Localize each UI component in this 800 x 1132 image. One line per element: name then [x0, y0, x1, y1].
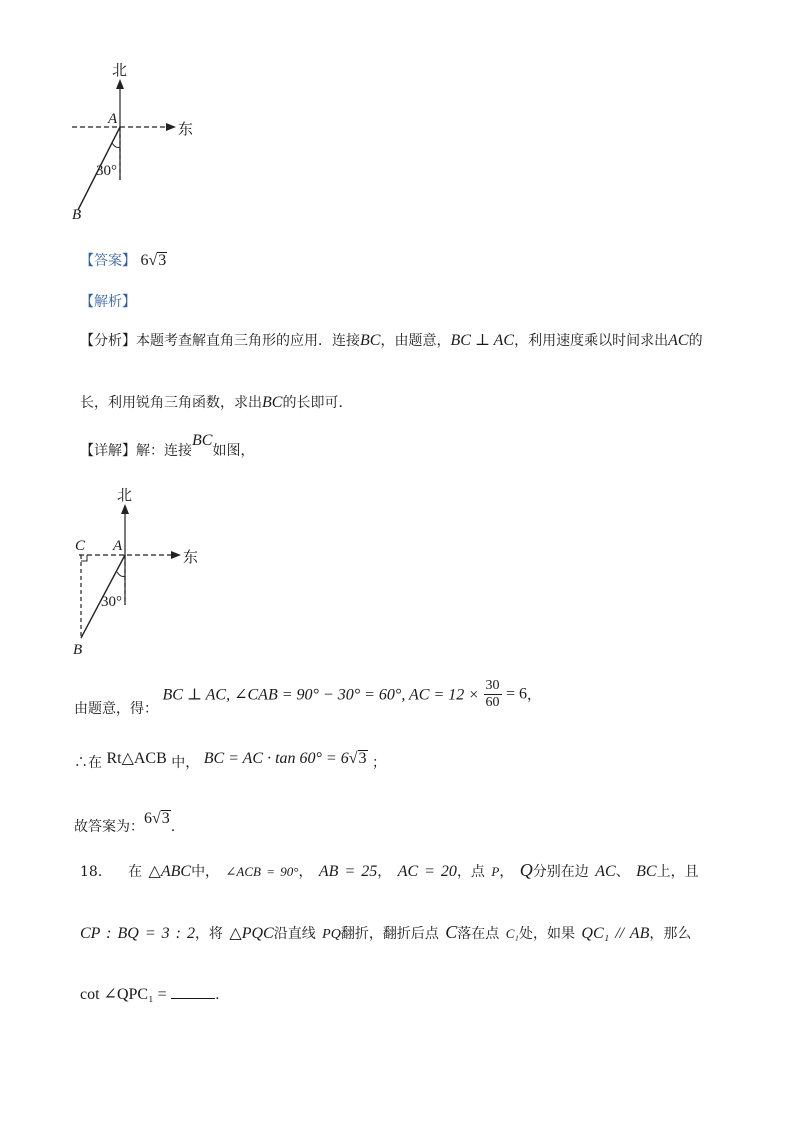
q18-triangle-abc: △ABC — [148, 863, 192, 880]
analysis-line-2 — [80, 392, 352, 412]
q18-text-11: 处，如果 — [518, 926, 575, 942]
eq2-end: ； — [371, 755, 386, 771]
direction-diagram-1 — [60, 55, 240, 230]
q18-text-8: 沿直线 — [273, 926, 316, 942]
q18-text-10: 落在点 — [457, 926, 500, 942]
eq3-lead: 故答案为： — [74, 819, 144, 835]
east-arrow-icon — [166, 123, 176, 131]
angle-label: 30° — [96, 163, 117, 179]
point-b-label: B — [72, 207, 82, 223]
therefore-symbol: ∴ — [74, 755, 88, 771]
eq1-end: ， — [527, 687, 541, 704]
eq2-in: 在 — [88, 755, 102, 771]
q18-point-p: P — [491, 864, 500, 879]
q18-parallel: QC₁ // AB — [581, 925, 650, 942]
eq1-expr: BC ⊥ AC, ∠CAB = 90° − 30° = 60°, AC = 12 × — [162, 686, 480, 704]
q18-angle-acb: ∠ACB = 90° — [225, 864, 299, 879]
q18-text-3: ，点 — [456, 864, 485, 880]
q18-text-4: 分别在边 — [532, 864, 589, 880]
north-arrow-icon — [116, 79, 124, 89]
q18-cot-expression: cot ∠QPC₁ = — [80, 986, 167, 1003]
east-arrow-icon — [171, 551, 181, 559]
answer-line: 【答案】 6√3 — [80, 252, 167, 269]
q18-point-c1: C₁ — [505, 926, 519, 941]
q18-ratio: CP : BQ = 3 : 2 — [80, 925, 195, 942]
analysis-text-4: 的 — [688, 333, 703, 349]
analysis-bc: BC — [360, 332, 381, 349]
detail-text-2: 如图， — [212, 443, 255, 459]
eq2-triangle: Rt△ACB — [106, 750, 167, 767]
equation-3: 故答案为：6√3. — [74, 810, 176, 835]
answer-blank[interactable] — [171, 984, 215, 999]
north-label: 北 — [112, 61, 128, 79]
direction-diagram-2 — [65, 480, 255, 665]
detail-tag: 【详解】 — [80, 443, 136, 459]
detail-text-1: 解：连接 — [136, 443, 192, 459]
analysis-text-1: 本题考查解直角三角形的应用．连接 — [136, 333, 360, 349]
analysis-text-5: 长，利用锐角三角函数，求出 — [80, 395, 262, 411]
q18-ac-side: AC — [595, 863, 616, 880]
q18-text-1: 在 — [128, 864, 143, 880]
analysis-text-3: ，利用速度乘以时间求出 — [514, 333, 669, 349]
figure-1 — [60, 55, 240, 230]
analysis-sub-tag: 【分析】 — [80, 333, 136, 349]
eq3-end: . — [170, 819, 176, 835]
q18-comma-1: ， — [298, 864, 313, 880]
detail-line — [80, 432, 255, 460]
angle-label: 30° — [101, 594, 122, 610]
east-label: 东 — [183, 548, 199, 566]
equation-2: ∴在 Rt△ACB 中， BC = AC · tan 60° = 6√3 ； — [74, 750, 386, 771]
q18-end: . — [215, 987, 220, 1003]
eq1-lead: 由题意，得： — [74, 700, 158, 717]
eq2-radicand: 3 — [358, 750, 367, 767]
q18-text-6: 上，且 — [656, 864, 699, 880]
q18-point-c: C — [445, 922, 458, 942]
analysis-perp: BC ⊥ AC — [450, 332, 515, 349]
eq2-mid: 中， — [171, 755, 200, 771]
detail-bc: BC — [192, 432, 213, 449]
answer-tag: 【答案】 — [80, 253, 136, 269]
east-label: 东 — [178, 120, 194, 138]
north-arrow-icon — [121, 504, 129, 514]
analysis-tag: 【解析】 — [80, 294, 136, 310]
question-number: 18. — [80, 864, 103, 880]
q18-text-5: 、 — [615, 864, 630, 880]
point-b-label: B — [73, 642, 83, 658]
q18-comma-2: ， — [377, 864, 392, 880]
analysis-bc2: BC — [262, 394, 283, 411]
q18-text-12: ，那么 — [649, 926, 692, 942]
q18-ac: AC = 20 — [397, 863, 457, 880]
eq3-radicand: 3 — [161, 810, 170, 827]
analysis-text-2: ，由题意， — [380, 333, 451, 349]
question-18-line-2 — [80, 922, 691, 943]
eq3-coef: 6 — [144, 810, 152, 827]
eq1-denominator: 60 — [485, 695, 500, 710]
question-18-line-3 — [80, 984, 220, 1004]
q18-triangle-pqc: △PQC — [229, 925, 274, 942]
q18-line-pq: PQ — [322, 927, 341, 942]
equation-1 — [74, 678, 541, 718]
analysis-ac: AC — [668, 332, 689, 349]
figure-2 — [65, 480, 255, 665]
question-18-line-1 — [80, 860, 699, 881]
eq1-fraction — [484, 678, 502, 711]
eq2-expr: BC = AC · tan 60° = 6 — [203, 750, 349, 767]
q18-ab: AB = 25 — [318, 863, 378, 880]
eq1-numerator: 30 — [485, 678, 500, 693]
point-c-label: C — [75, 538, 86, 554]
answer-coef: 6 — [140, 252, 149, 269]
q18-text-9: 翻折，翻折后点 — [340, 926, 439, 942]
q18-bc-side: BC — [636, 863, 657, 880]
answer-radicand: 3 — [158, 252, 167, 269]
q18-comma-3: ， — [499, 864, 514, 880]
eq1-tail: = 6 — [505, 685, 527, 703]
point-a-label: A — [108, 111, 118, 127]
north-label: 北 — [117, 486, 133, 504]
point-a-label: A — [113, 538, 123, 554]
q18-text-2: 中， — [191, 864, 220, 880]
analysis-text-6: 的长即可． — [282, 395, 353, 411]
analysis-line-1 — [80, 330, 703, 350]
q18-point-q: Q — [519, 860, 533, 880]
q18-text-7: ，将 — [194, 926, 223, 942]
